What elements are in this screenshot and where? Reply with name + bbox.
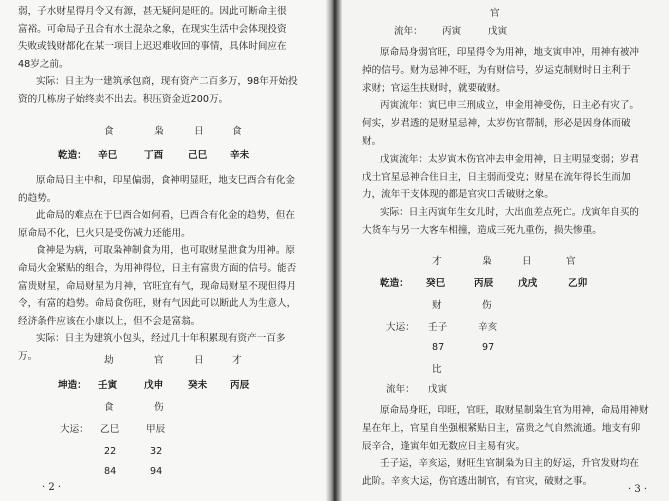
text-line: 丙寅流年：寅巳申三刑成立，申金用神受伤，日主必有灾了。	[380, 100, 640, 112]
chart2-age-2: 32	[150, 446, 163, 457]
chart1-star-4: 食	[232, 126, 242, 137]
text-line: 富裕。可命局子丑合有水土混杂之象，在现实生活中会体现投资	[18, 23, 287, 35]
text-line: 大货车与另一大客车相撞，造成三死九重伤，损失惨重。	[362, 225, 602, 236]
chart2-year-1: 84	[104, 466, 117, 477]
chart1-star-1: 食	[104, 126, 114, 137]
text-line: 实际：日主为建筑小包头，经过几十年积累现有资产一百多	[36, 333, 286, 345]
text-line: 掉的信号。财为忌神不旺，为有财信号，岁运克制财时日主利于	[362, 64, 631, 76]
text-line: 辰辛合，逢寅年如无数应日主易有灾。	[362, 440, 526, 452]
right-chart-dayun-2: 辛亥	[478, 322, 498, 333]
text-line: 何实，岁君透的是财星忌神，太岁伤官帮制，形必是因身体而破	[362, 118, 631, 130]
right-page	[342, 0, 669, 501]
text-line: 戊土官星忌神合住日主，日主弱而受克；财星在流年得长生而加	[362, 171, 631, 183]
chart2-star-3: 日	[194, 355, 204, 366]
text-line: 原命局身弱官旺，印星得令为用神，地支寅申冲，用神有被冲	[380, 47, 640, 58]
left-page	[0, 0, 326, 501]
chart2-star-2: 官	[154, 355, 164, 366]
text-line: 原命局日主中和，印星偏弱，食神明显旺，地支巳酉合有化金	[36, 175, 296, 186]
text-line: 实际：日主丙寅年生女儿时，大出血差点死亡。戊寅年自买的	[380, 207, 640, 219]
text-line: 万。	[18, 351, 38, 362]
chart2-pillar-2: 戊申	[144, 380, 164, 391]
chart1-pillar-4: 辛未	[230, 150, 250, 161]
chart2-label: 坤造：	[58, 380, 87, 391]
right-chart-star-3: 日	[522, 256, 532, 267]
text-line: 此命局的难点在于巳酉合如何看，巳酉合有化金的趋势，但在	[36, 210, 296, 222]
right-chart-pillar-1: 癸巳	[426, 278, 446, 289]
text-line: 经济条件应该在小康以上，但不会是富翁。	[18, 315, 201, 327]
right-liunian-label: 流年：	[394, 26, 423, 37]
right-chart-liunian-label: 流年：	[386, 384, 415, 395]
left-page-number: · 2 ·	[42, 482, 62, 493]
chart1-star-2: 枭	[154, 126, 164, 137]
text-line: 财。	[362, 136, 382, 147]
chart1-pillar-1: 辛巳	[98, 150, 118, 161]
right-chart-age-2: 97	[482, 342, 495, 353]
chart1-label: 乾造：	[58, 150, 87, 161]
right-chart-age-1: 87	[432, 342, 445, 353]
text-line: 食神是为病，可取枭神制食为用，也可取财星泄食为用神。原	[36, 245, 296, 257]
text-line: 求财；官运生扶财时，就要破财。	[362, 82, 506, 94]
book-spine	[326, 0, 342, 501]
text-line: 实际：日主为一建筑承包商，现有资产二百多万，98年开始投	[36, 76, 298, 88]
right-liunian-value-2: 戊寅	[488, 26, 508, 37]
text-line: 令，有富的趋势。命局食伤旺，财有气因此可以断此人为生意人，	[18, 298, 297, 310]
text-line: 富贵财星，命局财星为月神，官旺宜有气，现命局财星不现但得月	[18, 280, 297, 292]
text-line: 的趋势。	[18, 192, 57, 204]
chart1-star-3: 日	[194, 126, 204, 137]
chart2-pillar-4: 丙辰	[230, 380, 250, 391]
chart2-year-2: 94	[150, 466, 163, 477]
chart2-dayun-star-1: 食	[104, 402, 114, 413]
right-chart-pillar-3: 戊戌	[518, 278, 538, 289]
chart2-dayun-label: 大运：	[60, 424, 89, 435]
text-line: 此阶。辛亥大运，伤官透出制官，有官灾，破财之事。	[362, 476, 593, 488]
chart2-age-1: 22	[104, 446, 117, 457]
chart1-pillar-3: 己巳	[188, 150, 208, 161]
text-line: 戊寅流年：太岁寅木伤官冲去申金用神，日主明显变弱；岁君	[380, 153, 640, 165]
chart2-pillar-3: 癸未	[188, 380, 208, 391]
right-chart-pillar-2: 丙辰	[474, 278, 494, 289]
chart2-dayun-star-2: 伤	[154, 402, 164, 413]
right-chart-dayun-1: 壬子	[428, 322, 448, 333]
right-header-star: 官	[490, 8, 500, 19]
chart2-dayun-1: 乙巳	[100, 424, 120, 435]
chart2-star-4: 才	[232, 355, 242, 366]
chart1-pillar-2: 丁酉	[144, 150, 164, 161]
right-liunian-value-1: 丙寅	[442, 26, 462, 37]
text-line: 原命局不化，巳火只是受伤减力还能用。	[18, 227, 191, 239]
text-line: 力，流年干支体现的都是官灾口舌破财之象。	[362, 189, 554, 201]
right-chart-dayun-label: 大运：	[386, 322, 415, 333]
right-chart-dayun-star-2: 伤	[482, 300, 492, 311]
chart2-star-1: 劫	[104, 355, 114, 366]
right-page-number: · 3 ·	[628, 484, 648, 495]
right-chart-star-4: 官	[566, 256, 576, 267]
right-chart-label: 乾造：	[380, 278, 409, 289]
text-line: 壬子运，辛亥运，财旺生官制枭为日主的好运，升官发财均在	[380, 458, 640, 470]
right-chart-liunian-value: 戊寅	[428, 384, 448, 395]
text-line: 命局火金紧贴的组合，为用神得位，日主有富贵方面的信号。能否	[18, 263, 297, 274]
text-line: 原命局身旺，印旺，官旺，取财星制枭生官为用神，命局用神财	[380, 405, 649, 416]
right-chart-star-1: 才	[432, 256, 442, 267]
text-line: 资的几栋房子始终卖不出去。积压资金近200万。	[18, 94, 229, 105]
text-line: 失败或钱财都化在某一项目上迟迟难收回的事情，具体时间应在	[18, 41, 287, 53]
text-line: 星在年上，官星自坐强根紧贴日主，富贵之气自然流通。地支有卯	[362, 422, 641, 434]
chart2-pillar-1: 壬寅	[98, 380, 118, 391]
right-chart-dayun-star-1: 财	[432, 300, 442, 311]
text-line: 48岁之前。	[18, 58, 69, 70]
text-line: 弱，子水财星得月令又有源，甚无疑问是旺的。因此可断命主很	[18, 6, 287, 17]
right-chart-star-2: 枭	[482, 256, 492, 267]
right-chart-bi-label: 比	[432, 364, 442, 375]
right-chart-pillar-4: 乙卯	[568, 278, 588, 289]
chart2-dayun-2: 甲辰	[146, 424, 166, 435]
